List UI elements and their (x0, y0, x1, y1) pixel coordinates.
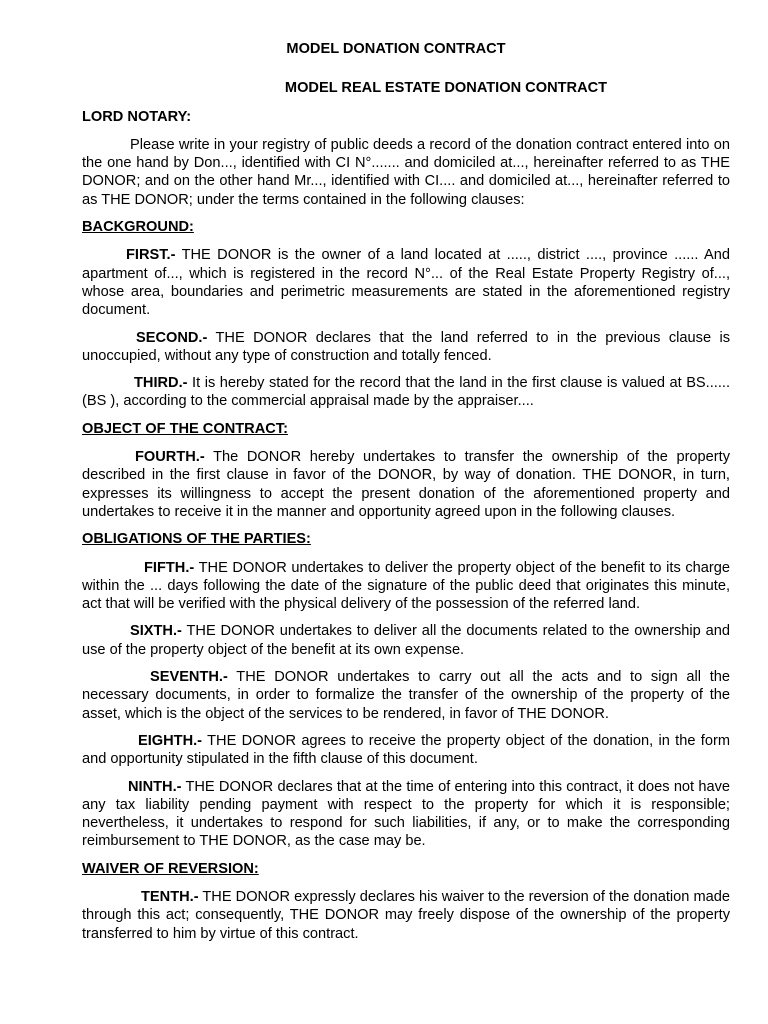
document-subtitle: MODEL REAL ESTATE DONATION CONTRACT (284, 80, 608, 97)
intro-paragraph: Please write in your registry of public deeds a record of the donation contract entered into on the one hand by Don..., identified with CI N°....... and domiciled at..., hereinafter referred to as THE DONOR; and on the other hand Mr..., identified with CI.... and domiciled at..., hereinafter referred to as THE DONOR; under the terms contained in the following clauses: (82, 136, 730, 208)
clause-text: THE DONOR undertakes to deliver the property object of the benefit to its charge within the ... days following the date of the signature of the public deed that originates this minute, act that will be verified with the physical delivery of the possession of the referred land. (82, 559, 730, 613)
clause-fourth (82, 448, 730, 521)
clause-text: THE DONOR declares that the land referred to in the previous clause is unoccupied, without any type of construction and totally fenced. (82, 329, 730, 364)
clause-lead: SECOND.- (136, 329, 208, 346)
clause-eighth (82, 732, 730, 769)
clause-text: THE DONOR declares that at the time of entering into this contract, it does not have any tax liability pending payment with respect to the property for which it is responsible; nevertheless, it undertakes to respond for such liabilities, if any, or to make the corresponding reimbursement to THE DONOR, as the case may be. (82, 778, 730, 850)
clause-seventh (82, 668, 730, 723)
clause-lead: SIXTH.- (130, 623, 182, 640)
clause-third (82, 374, 730, 411)
clause-text: THE DONOR undertakes to deliver all the documents related to the ownership and use of the property object of the benefit at its own expense. (82, 623, 730, 658)
clause-lead: FOURTH.- (135, 449, 205, 466)
clause-tenth (82, 888, 730, 943)
clause-text: THE DONOR is the owner of a land located at ....., district ...., province ...... And apartment of..., which is registered in the record N°... of the Real Estate Property Registry of..., whose area, boundaries and perimetric measurements are stated in the aforementioned registry document. (82, 247, 730, 319)
clause-lead: NINTH.- (128, 778, 182, 795)
clause-lead: FIRST.- (126, 247, 176, 264)
clause-text: THE DONOR undertakes to carry out all the acts and to sign all the necessary documents, in order to formalize the transfer of the ownership of the property of the asset, which is the object of the services to be rendered, in favor of THE DONOR. (82, 669, 730, 722)
clause-second (82, 329, 730, 366)
clause-lead: TENTH.- (141, 888, 199, 905)
clause-first (82, 246, 730, 319)
clause-ninth (82, 778, 730, 851)
section-background: BACKGROUND: (82, 219, 194, 236)
clause-text: It is hereby stated for the record that the land in the first clause is valued at BS......(BS ), according to the commercial appraisal made by the appraiser.... (82, 375, 730, 410)
section-obligations: OBLIGATIONS OF THE PARTIES: (82, 531, 311, 548)
clause-text: The DONOR hereby undertakes to transfer the ownership of the property described in the first clause in favor of the DONOR, by way of donation. THE DONOR, in turn, expresses its willingness to accept the present donation of the aforementioned property and undertakes to receive it in the manner and opportunity agreed upon in the following clauses. (82, 449, 730, 520)
clause-sixth (82, 622, 730, 659)
clause-lead: FIFTH.- (144, 559, 195, 576)
clause-text: THE DONOR expressly declares his waiver to the reversion of the donation made through this act; consequently, THE DONOR may freely dispose of the ownership of the property transferred to him by virtue of this contract. (82, 888, 730, 942)
document-title: MODEL DONATION CONTRACT (286, 41, 506, 57)
clause-lead: THIRD.- (134, 375, 188, 392)
section-waiver: WAIVER OF REVERSION: (82, 860, 259, 877)
section-object: OBJECT OF THE CONTRACT: (82, 420, 288, 437)
clause-text: THE DONOR agrees to receive the property object of the donation, in the form and opportunity stipulated in the fifth clause of this document. (82, 732, 730, 768)
clause-lead: EIGHTH.- (138, 732, 203, 749)
salutation: LORD NOTARY: (82, 108, 192, 125)
clause-lead: SEVENTH.- (150, 669, 228, 686)
clause-fifth (82, 559, 730, 614)
